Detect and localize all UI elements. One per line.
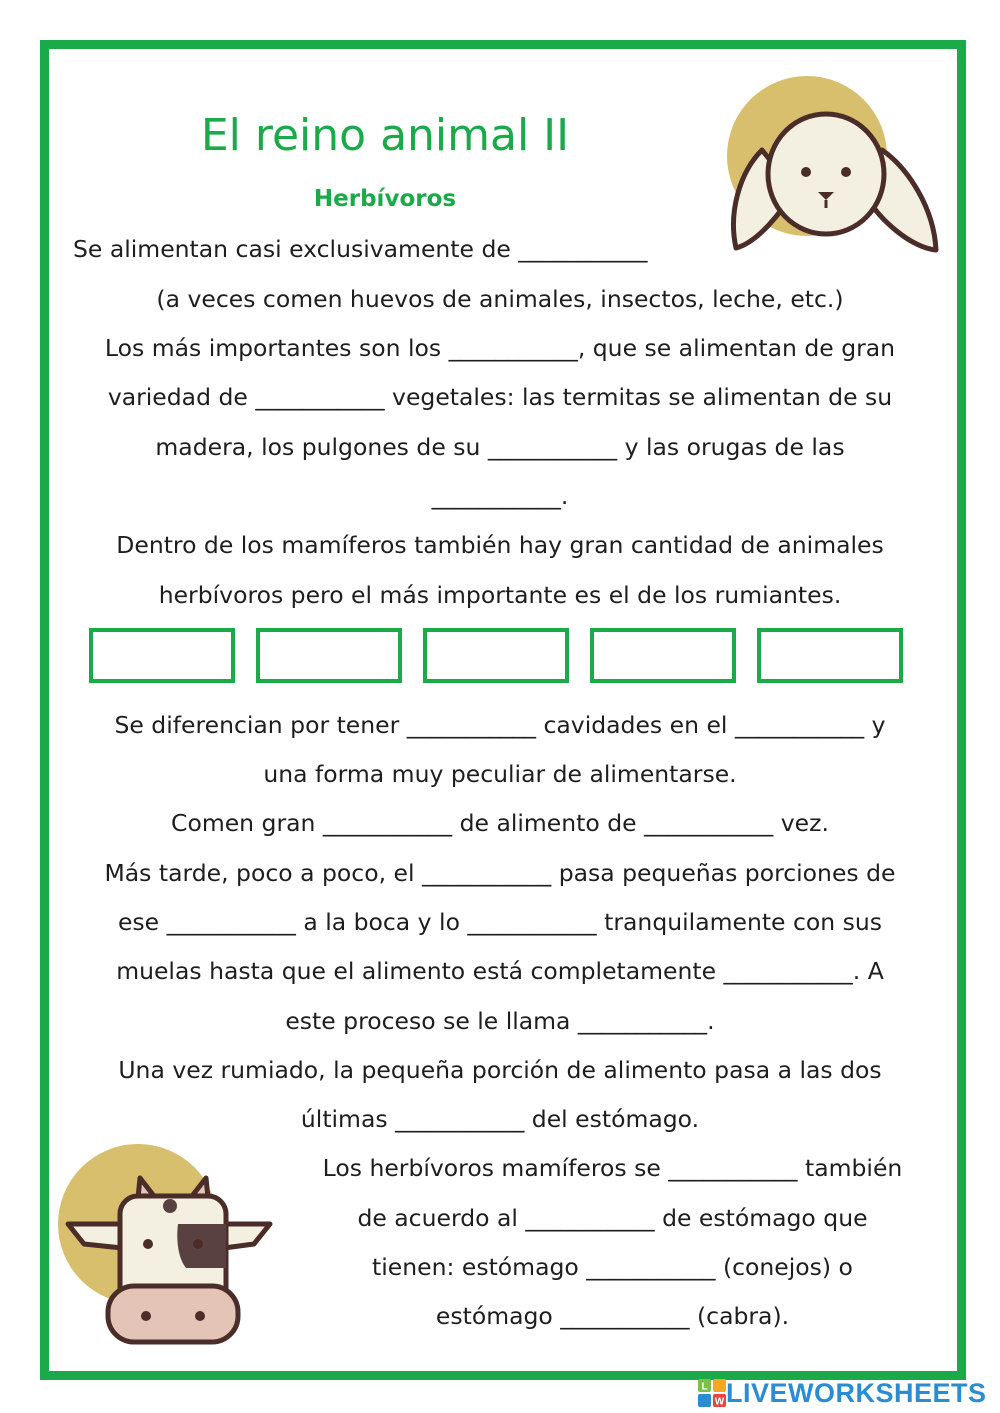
text-line: Comen gran ___________ de alimento de ___________ vez. <box>171 809 829 837</box>
text-line: Los más importantes son los ___________, que se alimentan de gran <box>104 334 896 362</box>
brand-name: LIVEWORKSHEETS <box>726 1377 987 1408</box>
answer-box[interactable] <box>757 628 903 683</box>
text-line: herbívoros pero el más importante es el de los rumiantes. <box>158 581 842 609</box>
text-line: Más tarde, poco a poco, el ___________ pasa pequeñas porciones de <box>104 859 896 887</box>
text-line: Una vez rumiado, la pequeña porción de alimento pasa a las dos <box>118 1056 882 1084</box>
text-line: una forma muy peculiar de alimentarse. <box>263 760 737 788</box>
text-line: madera, los pulgones de su ___________ y las orugas de las <box>155 433 845 461</box>
logo-letter: L <box>701 1381 708 1393</box>
brand-logo <box>698 1376 987 1410</box>
text-line: Los herbívoros mamíferos se ___________ también <box>322 1154 903 1182</box>
text-line: de acuerdo al ___________ de estómago que <box>357 1204 868 1232</box>
text-line: Dentro de los mamíferos también hay gran cantidad de animales <box>116 531 884 559</box>
logo-letter: W <box>714 1396 725 1407</box>
page-subtitle: Herbívoros <box>313 186 457 212</box>
text-line: muelas hasta que el alimento está completamente ___________. A <box>116 957 884 985</box>
answer-box[interactable] <box>256 628 402 683</box>
rabbit-icon <box>722 72 944 262</box>
text-line: estómago ___________ (cabra). <box>435 1302 790 1330</box>
text-line: Se alimentan casi exclusivamente de ___________ <box>73 235 648 263</box>
answer-box[interactable] <box>590 628 736 683</box>
answer-box[interactable] <box>89 628 235 683</box>
text-line: tienen: estómago ___________ (conejos) o <box>372 1253 853 1281</box>
text-line: ese ___________ a la boca y lo ___________ tranquilamente con sus <box>117 908 883 936</box>
answer-box[interactable] <box>423 628 569 683</box>
text-line: Se diferencian por tener ___________ cavidades en el ___________ y <box>114 711 886 739</box>
text-line: este proceso se le llama ___________. <box>285 1007 715 1035</box>
text-line: ___________. <box>431 482 569 510</box>
page-title: El reino animal II <box>200 110 570 161</box>
text-line: últimas ___________ del estómago. <box>300 1105 700 1133</box>
text-line: variedad de ___________ vegetales: las termitas se alimentan de su <box>107 383 893 411</box>
liveworksheets-logo-icon <box>698 1379 726 1407</box>
cow-icon <box>58 1140 276 1350</box>
text-line: (a veces comen huevos de animales, insectos, leche, etc.) <box>156 285 844 313</box>
